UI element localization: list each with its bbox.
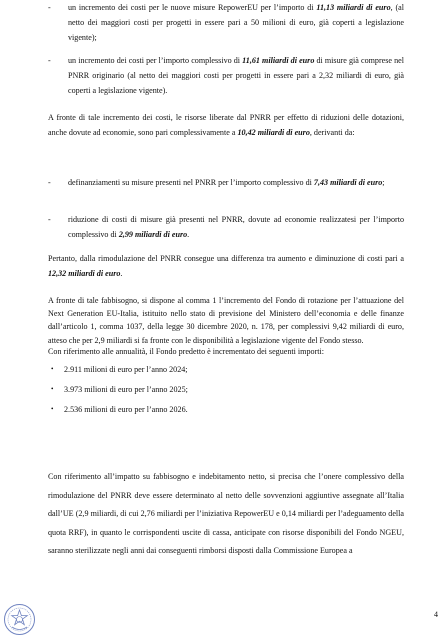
amount-highlight: 10,42 miliardi di euro	[237, 128, 310, 138]
list-bullet: •	[51, 365, 54, 373]
cost-increase-original-measures: un incremento dei costi per l’importo complessivo di 11,61 miliardi di euro di misure già comprese nel PNRR originario (al netto dei maggiori costi per progetti in essere pari a 2,32 miliardi di euro, già coperti a legislazione vigente).	[68, 56, 404, 96]
list-dash: -	[48, 3, 51, 12]
year-amount-2025: 3.973 milioni di euro per l’anno 2025;	[64, 385, 188, 394]
amount-highlight: 2,99 miliardi di euro	[118, 230, 188, 240]
cost-reduction-item: riduzione di costi di misure già presenti nel PNRR, dovute ad economie realizzatesi per l’importo complessivo di 2,99 miliardi di euro.	[68, 215, 404, 240]
list-dash: -	[48, 215, 51, 224]
amount-highlight: 12,32 miliardi di euro	[48, 269, 121, 279]
republic-emblem-icon	[3, 603, 36, 636]
net-difference-paragraph: Pertanto, dalla rimodulazione del PNRR consegue una differenza tra aumento e diminuzione di costi pari a 12,32 miliardi di euro.	[48, 254, 404, 279]
fund-increase-paragraph: A fronte di tale fabbisogno, si dispone al comma 1 l’incremento del Fondo di rotazione per l’attuazione del Next Generation EU-Italia, istituito nello stato di previsione del Ministero dell’economia e delle finanze dall’articolo 1, comma 1037, della legge 30 dicembre 2020, n. 178, per complessivi 9,42 miliardi di euro, atteso che per 2,9 miliardi si fa fronte con le disponibilità a legislazione vigente del Fondo stesso.	[48, 296, 404, 345]
list-dash: -	[48, 56, 51, 65]
amount-highlight: 7,43 miliardi di euro	[313, 178, 383, 187]
page-number: 4	[434, 610, 438, 619]
resources-freed-paragraph: A fronte di tale incremento dei costi, le risorse liberate dal PNRR per effetto di riduzioni delle dotazioni, anche dovute ad economie, sono pari complessivamente a 10,42 miliardi di euro, derivanti da:	[48, 113, 404, 138]
year-amount-2026: 2.536 milioni di euro per l’anno 2026.	[64, 405, 188, 414]
amount-highlight: 11,61 miliardi di euro	[242, 56, 315, 65]
year-amount-2024: 2.911 milioni di euro per l’anno 2024;	[64, 365, 188, 374]
list-bullet: •	[51, 405, 54, 413]
list-bullet: •	[51, 385, 54, 393]
annual-amounts-intro: Con riferimento alle annualità, il Fondo predetto è incrementato dei seguenti importi:	[48, 347, 325, 356]
definancing-item: definanziamenti su misure presenti nel PNRR per l’importo complessivo di 7,43 miliardi di euro;	[68, 178, 385, 187]
budget-impact-paragraph: Con riferimento all’impatto su fabbisogno e indebitamento netto, si precisa che l’onere complessivo della rimodulazione del PNRR deve essere determinato al netto delle sovvenzioni aggiuntive assegnate all’Italia dall’UE (2,9 miliardi, di cui 2,76 miliardi per l’iniziativa RepowerEU e 0,14 miliardi per l’adeguamento della quota RRF), in quanto le corrispondenti uscite di cassa, anticipate con risorse disponibili del Fondo NGEU, saranno sterilizzate negli anni dai conseguenti rimborsi disposti dalla Commissione Europea a	[48, 472, 404, 556]
cost-increase-repowereu: un incremento dei costi per le nuove misure RepowerEU per l’importo di 11,13 miliardi di euro, (al netto dei maggiori costi per progetti in essere pari a 50 milioni di euro, già coperti a legislazione vigente);	[68, 3, 404, 43]
list-dash: -	[48, 178, 51, 187]
amount-highlight: 11,13 miliardi di euro	[316, 3, 391, 12]
